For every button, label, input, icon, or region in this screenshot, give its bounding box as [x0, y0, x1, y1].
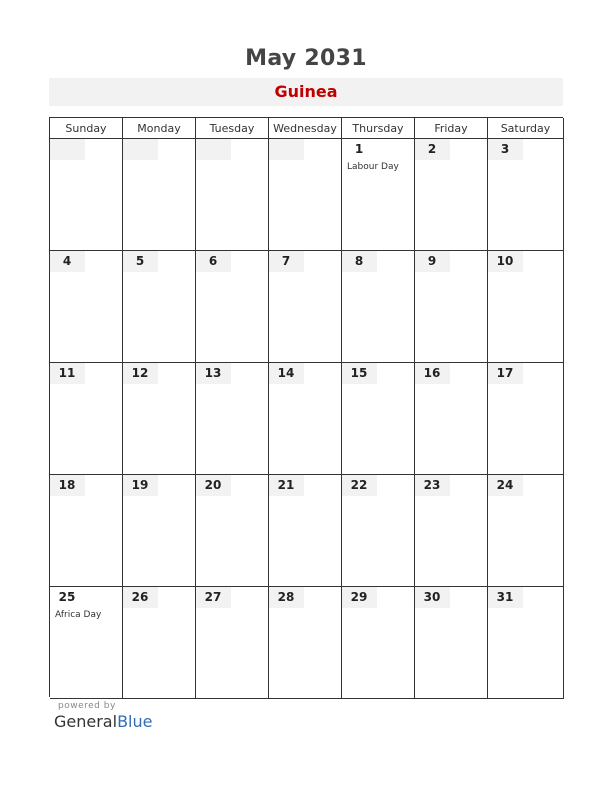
- day-cell-18: [50, 475, 123, 587]
- holiday-label: Labour Day: [347, 162, 399, 172]
- day-cell-11: [50, 363, 123, 475]
- day-number: 27: [196, 587, 231, 608]
- day-cell-1: [342, 139, 415, 251]
- logo-text-general: General: [54, 712, 118, 731]
- holiday-label: Africa Day: [55, 610, 102, 620]
- country-banner: [49, 78, 563, 106]
- week-row: [50, 139, 563, 251]
- day-cell-3: [488, 139, 564, 251]
- weekday-header-wednesday: Wednesday: [269, 118, 342, 139]
- week-row: [50, 251, 563, 363]
- day-number: 22: [342, 475, 377, 496]
- day-number: 23: [415, 475, 450, 496]
- day-cell-25: [50, 587, 123, 699]
- day-number: 15: [342, 363, 377, 384]
- day-number: 30: [415, 587, 450, 608]
- day-cell-10: [488, 251, 564, 363]
- day-number: 2: [415, 139, 450, 160]
- day-cell-30: [415, 587, 488, 699]
- day-number: 24: [488, 475, 523, 496]
- day-number: 14: [269, 363, 304, 384]
- day-number: 31: [488, 587, 523, 608]
- empty-day-cell: [123, 139, 196, 251]
- day-number: 21: [269, 475, 304, 496]
- day-cell-4: [50, 251, 123, 363]
- day-number: 28: [269, 587, 304, 608]
- day-cell-26: [123, 587, 196, 699]
- logo-text-blue: Blue: [117, 712, 153, 731]
- day-cell-2: [415, 139, 488, 251]
- weekday-header-saturday: Saturday: [488, 118, 564, 139]
- day-number: 4: [50, 251, 85, 272]
- powered-by-text: powered by: [58, 701, 116, 711]
- day-cell-13: [196, 363, 269, 475]
- day-number: 10: [488, 251, 523, 272]
- day-number: 17: [488, 363, 523, 384]
- generalblue-logo[interactable]: [54, 712, 152, 731]
- day-cell-6: [196, 251, 269, 363]
- day-cell-16: [415, 363, 488, 475]
- day-number: 11: [50, 363, 85, 384]
- day-number: 7: [269, 251, 304, 272]
- weekday-header-monday: Monday: [123, 118, 196, 139]
- day-number: 18: [50, 475, 85, 496]
- day-cell-17: [488, 363, 564, 475]
- day-cell-27: [196, 587, 269, 699]
- day-cell-19: [123, 475, 196, 587]
- day-number: 25: [58, 590, 76, 604]
- day-cell-22: [342, 475, 415, 587]
- day-number: 5: [123, 251, 158, 272]
- weekday-header-tuesday: Tuesday: [196, 118, 269, 139]
- day-cell-7: [269, 251, 342, 363]
- day-number: 6: [196, 251, 231, 272]
- day-cell-28: [269, 587, 342, 699]
- weekday-header-sunday: Sunday: [50, 118, 123, 139]
- week-row: [50, 363, 563, 475]
- day-cell-8: [342, 251, 415, 363]
- weekday-header-row: [50, 118, 563, 139]
- weekday-header-friday: Friday: [415, 118, 488, 139]
- day-cell-23: [415, 475, 488, 587]
- day-number-placeholder: [196, 139, 231, 160]
- day-number: 13: [196, 363, 231, 384]
- day-cell-24: [488, 475, 564, 587]
- day-number: 16: [415, 363, 450, 384]
- day-cell-21: [269, 475, 342, 587]
- day-number: 9: [415, 251, 450, 272]
- day-cell-12: [123, 363, 196, 475]
- day-cell-9: [415, 251, 488, 363]
- week-row: [50, 475, 563, 587]
- weekday-header-thursday: Thursday: [342, 118, 415, 139]
- day-number: 1: [354, 142, 364, 156]
- day-cell-20: [196, 475, 269, 587]
- empty-day-cell: [50, 139, 123, 251]
- day-number: 19: [123, 475, 158, 496]
- day-cell-14: [269, 363, 342, 475]
- day-number: 12: [123, 363, 158, 384]
- day-number: 8: [342, 251, 377, 272]
- page-title: May 2031: [245, 46, 367, 71]
- calendar-grid: [49, 117, 563, 697]
- day-cell-31: [488, 587, 564, 699]
- country-name: Guinea: [274, 82, 338, 101]
- day-number: 20: [196, 475, 231, 496]
- day-number-placeholder: [50, 139, 85, 160]
- empty-day-cell: [269, 139, 342, 251]
- day-number: 26: [123, 587, 158, 608]
- empty-day-cell: [196, 139, 269, 251]
- week-row: [50, 587, 563, 699]
- day-number: 29: [342, 587, 377, 608]
- day-cell-15: [342, 363, 415, 475]
- day-cell-5: [123, 251, 196, 363]
- day-number: 3: [488, 139, 523, 160]
- day-cell-29: [342, 587, 415, 699]
- day-number-placeholder: [269, 139, 304, 160]
- day-number-placeholder: [123, 139, 158, 160]
